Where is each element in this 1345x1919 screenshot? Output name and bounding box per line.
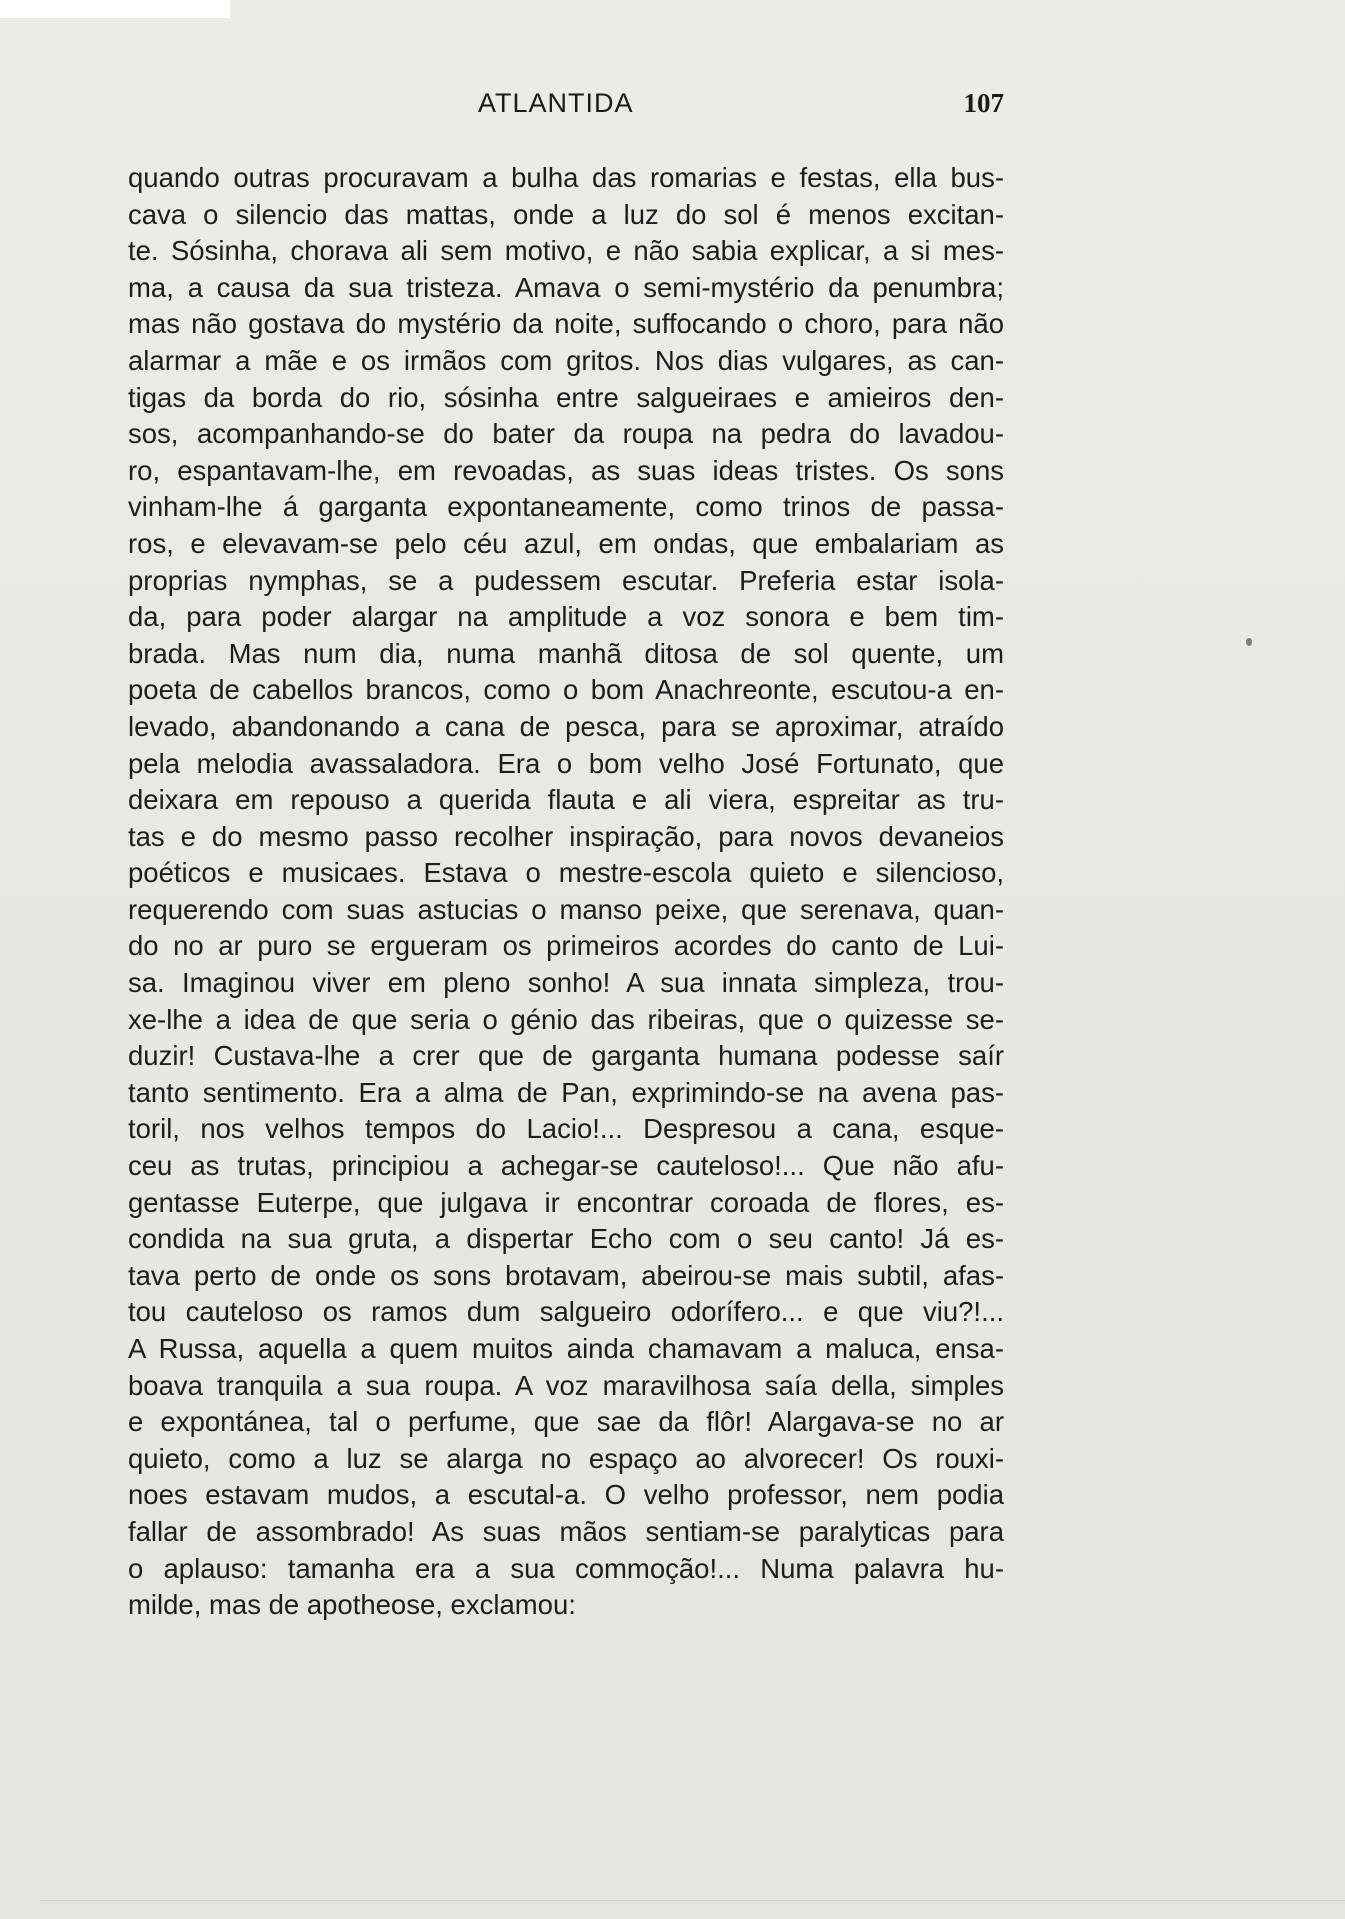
text-line: noes estavam mudos, a escutal-a. O velho professor, nem podia [128, 1479, 1004, 1511]
text-line: poeta de cabellos brancos, como o bom Anachreonte, escutou-a en- [128, 674, 1004, 706]
running-title: ATLANTIDA [478, 88, 634, 118]
text-line: tava perto de onde os sons brotavam, abeirou-se mais subtil, afas- [128, 1259, 1004, 1291]
body-text [128, 160, 1004, 1624]
text-line: gentasse Euterpe, que julgava ir encontrar coroada de flores, es- [128, 1186, 1004, 1218]
text-line: quieto, como a luz se alarga no espaço ao alvorecer! Os rouxi- [128, 1442, 1004, 1474]
text-line: ma, a causa da sua tristeza. Amava o semi-mystério da penumbra; [128, 271, 1004, 303]
text-line: pela melodia avassaladora. Era o bom velho José Fortunato, que [128, 747, 1004, 779]
text-line: poéticos e musicaes. Estava o mestre-escola quieto e silencioso, [128, 857, 1004, 889]
text-line: do no ar puro se ergueram os primeiros acordes do canto de Lui- [128, 930, 1004, 962]
text-line: o aplauso: tamanha era a sua commoção!... Numa palavra hu- [128, 1552, 1004, 1584]
text-line: levado, abandonando a cana de pesca, para se aproximar, atraído [128, 710, 1004, 742]
text-line: fallar de assombrado! As suas mãos sentiam-se paralyticas para [128, 1515, 1004, 1547]
text-line: cava o silencio das mattas, onde a luz do sol é menos excitan- [128, 198, 1004, 230]
running-header [128, 88, 1004, 124]
text-line: ros, e elevavam-se pelo céu azul, em ondas, que embalariam as [128, 527, 1004, 559]
text-line-last: milde, mas de apotheose, exclamou: [128, 1589, 576, 1621]
page-number: 107 [963, 88, 1004, 118]
text-line: tanto sentimento. Era a alma de Pan, exprimindo-se na avena pas- [128, 1076, 1004, 1108]
scan-edge [0, 0, 230, 18]
ink-speck [1246, 638, 1252, 646]
text-line: condida na sua gruta, a dispertar Echo com o seu canto! Já es- [128, 1223, 1004, 1255]
text-line: tou cauteloso os ramos dum salgueiro odorífero... e que viu?!... [128, 1296, 1004, 1328]
text-line: sos, acompanhando-se do bater da roupa na pedra do lavadou- [128, 418, 1004, 450]
text-line: deixara em repouso a querida flauta e ali viera, espreitar as tru- [128, 784, 1004, 816]
text-line: brada. Mas num dia, numa manhã ditosa de sol quente, um [128, 637, 1004, 669]
text-line: da, para poder alargar na amplitude a voz sonora e bem tim- [128, 601, 1004, 633]
scan-edge-bottom [40, 1900, 1345, 1901]
text-line: te. Sósinha, chorava ali sem motivo, e não sabia explicar, a si mes- [128, 235, 1004, 267]
text-line: sa. Imaginou viver em pleno sonho! A sua innata simpleza, trou- [128, 967, 1004, 999]
text-line: proprias nymphas, se a pudessem escutar. Preferia estar isola- [128, 564, 1004, 596]
text-line: e expontánea, tal o perfume, que sae da flôr! Alargava-se no ar [128, 1406, 1004, 1438]
text-line: mas não gostava do mystério da noite, suffocando o choro, para não [128, 308, 1004, 340]
text-line: duzir! Custava-lhe a crer que de garganta humana podesse saír [128, 1040, 1004, 1072]
text-line: alarmar a mãe e os irmãos com gritos. Nos dias vulgares, as can- [128, 344, 1004, 376]
text-line: tas e do mesmo passo recolher inspiração, para novos devaneios [128, 820, 1004, 852]
text-line: vinham-lhe á garganta expontaneamente, como trinos de passa- [128, 491, 1004, 523]
text-line: tigas da borda do rio, sósinha entre salgueiraes e amieiros den- [128, 381, 1004, 413]
text-line: toril, nos velhos tempos do Lacio!... Despresou a cana, esque- [128, 1113, 1004, 1145]
text-line: xe-lhe a idea de que seria o génio das ribeiras, que o quizesse se- [128, 1003, 1004, 1035]
text-line: boava tranquila a sua roupa. A voz maravilhosa saía della, simples [128, 1369, 1004, 1401]
text-line: A Russa, aquella a quem muitos ainda chamavam a maluca, ensa- [128, 1333, 1004, 1364]
text-line: requerendo com suas astucias o manso peixe, que serenava, quan- [128, 893, 1004, 925]
text-line: quando outras procuravam a bulha das romarias e festas, ella bus- [128, 162, 1004, 193]
text-line: ro, espantavam-lhe, em revoadas, as suas ideas tristes. Os sons [128, 454, 1004, 486]
text-line: ceu as trutas, principiou a achegar-se cauteloso!... Que não afu- [128, 1150, 1004, 1182]
